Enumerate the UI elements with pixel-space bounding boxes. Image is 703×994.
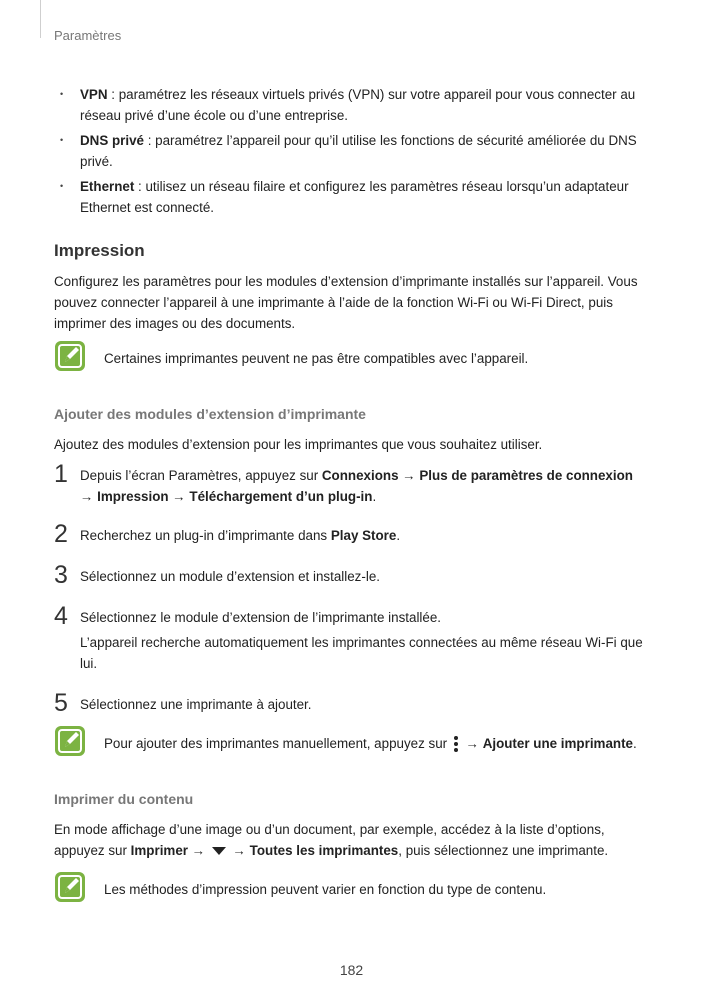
step-1 [54,460,646,507]
step-2 [54,520,646,548]
arrow: → [80,489,98,504]
step-text: Recherchez un plug-in d’imprimante dans [80,528,331,543]
step-number: 1 [54,460,68,488]
pencil-note-icon [54,871,86,903]
step-number: 3 [54,561,68,589]
print-bold-all-printers: Toutes les imprimantes [249,843,399,858]
header-rule [40,0,41,38]
step-number: 4 [54,602,68,630]
step-text: . [372,489,377,504]
note-compatibility [54,344,646,378]
step-number: 2 [54,520,68,548]
steps-list [54,460,646,717]
note-text [104,729,646,754]
step-text: . [396,528,401,543]
step-text: Sélectionnez un module d’extension et installez-le. [80,569,380,584]
step-5 [54,689,646,717]
subheading-add-modules: Ajouter des modules d’extension d’imprimante [54,406,366,422]
step-number: 5 [54,689,68,717]
print-content-instructions [54,819,646,861]
note-add-manually [54,729,646,763]
note-text: Les méthodes d’impression peuvent varier en fonction du type de contenu. [104,882,547,897]
list-item-text: : paramétrez les réseaux virtuels privés (VPN) sur votre appareil pour vous connecter au réseau privé d’une école ou d’une entreprise. [80,87,636,123]
list-item [54,130,646,172]
network-options-list [54,84,646,218]
note-text-pre: Pour ajouter des imprimantes manuellement, appuyez sur [104,736,451,751]
print-text-post: , puis sélectionnez une imprimante. [398,843,609,858]
step-description: L’appareil recherche automatiquement les imprimantes connectées au même réseau Wi-Fi que lui. [80,635,643,671]
step-3 [54,561,646,589]
page-header-title: Paramètres [54,28,122,43]
step-text: Sélectionnez une imprimante à ajouter. [80,697,312,712]
note-text: Certaines imprimantes peuvent ne pas être compatibles avec l’appareil. [104,351,529,366]
print-text-pre: En mode affichage d’une image ou d’un document, par exemple, accédez à la liste d’options, appuyez sur [54,822,605,858]
list-item-term: DNS privé [80,133,144,148]
list-item-term: Ethernet [80,179,135,194]
list-item-text: : paramétrez l’appareil pour qu’il utilise les fonctions de sécurité améliorée du DNS privé. [80,133,637,169]
arrow: → [187,843,209,858]
pencil-note-icon [54,725,86,757]
arrow: → [228,843,250,858]
arrow: → [461,736,483,751]
list-item [54,84,646,126]
section-heading-impression: Impression [54,241,145,260]
step-bold-connexions: Connexions [321,468,399,483]
page-number: 182 [339,962,364,978]
subheading-print-content: Imprimer du contenu [54,791,194,807]
step-4 [54,602,646,674]
step-bold-download-plugin: Téléchargement d’un plug-in [189,489,373,504]
caret-down-icon [212,847,226,855]
list-item-text: : utilisez un réseau filaire et configurez les paramètres réseau lorsqu’un adaptateur Ethernet est connecté. [80,179,629,215]
impression-intro: Configurez les paramètres pour les modules d’extension d’imprimante installés sur l’appareil. Vous pouvez connecter l’appareil à une imprimante à l’aide de la fonction Wi-Fi ou Wi-Fi Direct, puis imprimer des images ou des documents. [54,274,638,331]
step-bold-more-settings: Plus de paramètres de connexion [419,468,633,483]
note-print-methods [54,875,646,909]
add-modules-intro: Ajoutez des modules d’extension pour les imprimantes que vous souhaitez utiliser. [54,437,543,452]
arrow: → [398,468,420,483]
page-content [54,84,646,935]
note-bold-add-printer: Ajouter une imprimante [482,736,633,751]
list-item [54,176,646,218]
step-bold-impression: Impression [97,489,169,504]
note-text-post: . [632,736,637,751]
pencil-note-icon [54,340,86,372]
step-text: Sélectionnez le module d’extension de l’imprimante installée. [80,610,442,625]
arrow: → [168,489,190,504]
print-bold-imprimer: Imprimer [130,843,188,858]
list-item-term: VPN [80,87,108,102]
step-text: Depuis l’écran Paramètres, appuyez sur [80,468,322,483]
kebab-menu-icon [453,735,459,753]
step-bold-play-store: Play Store [330,528,397,543]
